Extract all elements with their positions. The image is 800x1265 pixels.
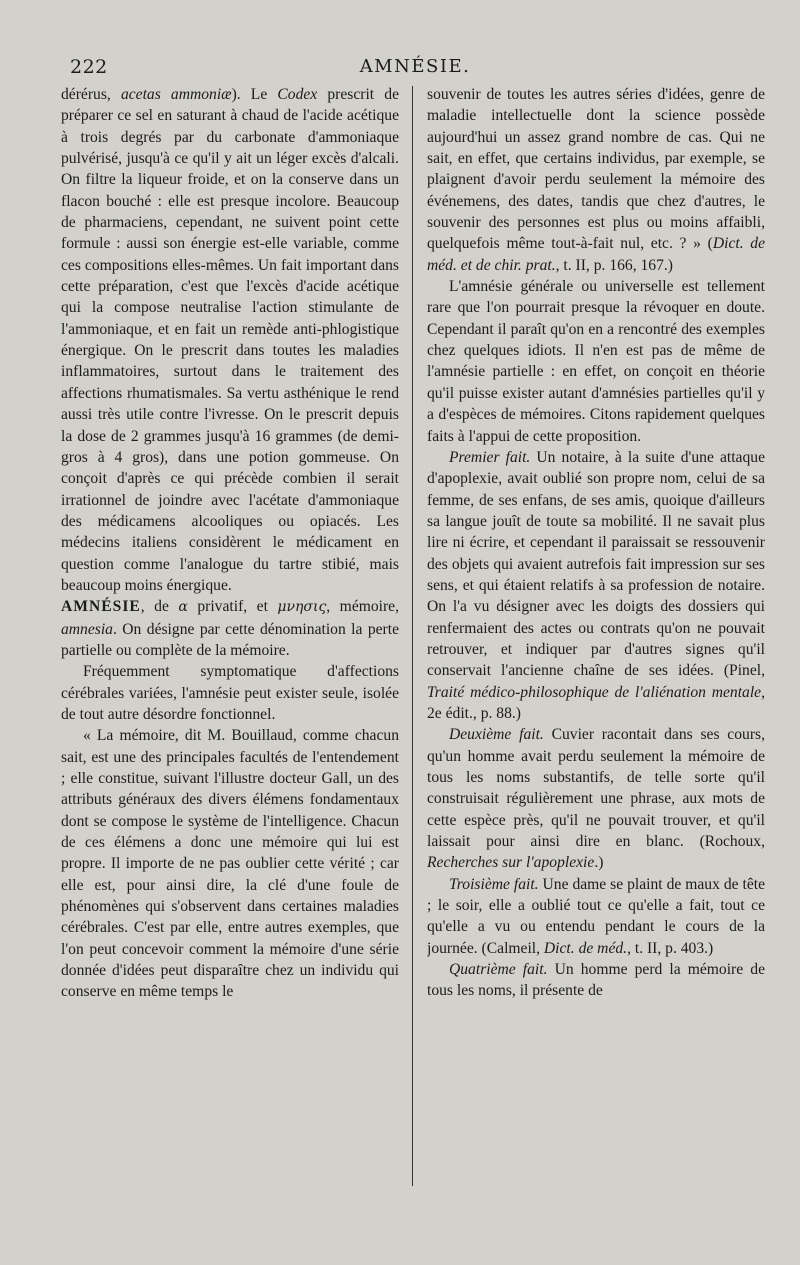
symptomatic-paragraph: Fréquemment symptomatique d'affections cérébrales variées, l'amnésie peut exister seule, isolée de tout autre désordre fonctionnel.	[61, 663, 399, 723]
left-column	[61, 84, 399, 1189]
text-columns	[61, 84, 766, 1189]
page-number: 222	[70, 56, 108, 78]
first-case-paragraph: Premier fait. Un notaire, à la suite d'une attaque d'apoplexie, avait oublié son propre nom, celui de sa femme, de ses enfans, de ses amis, quoique d'ailleurs sa langue jouît de toute sa mobilité. Il ne savait plus lire ni écrire, et cependant il paraissait se ressouvenir des objets qui avaient autrefois fait impression sur ses sens, et qui étaient relatifs à sa profession de notaire. On l'a vu désigner avec les doigts des dossiers qui renfermaient des actes ou contrats qu'on ne pouvait retrouver, et indiquer par d'autres signes qu'il conservait l'ancienne chaîne de ses idées. (Pinel, Traité médico-philosophique de l'aliénation mentale, 2e édit., p. 88.)	[427, 448, 765, 722]
quote-continuation-paragraph: souvenir de toutes les autres séries d'idées, genre de maladie intellectuelle dont la science possède aujourd'hui un assez grand nombre de cas. Qui ne sait, en effet, que certains individus, par exemple, se plaignent d'avoir perdu seulement la mémoire des événemens, des dates, tandis que chez d'autres, le souvenir des personnes est plus ou moins affaibli, quelquefois même tout-à-fait nul, etc. ? » (Dict. de méd. et de chir. prat., t. II, p. 166, 167.)	[427, 86, 765, 274]
column-divider	[412, 86, 413, 1186]
acetate-continuation-paragraph: dérérus, acetas ammoniæ). Le Codex prescrit de préparer ce sel en saturant à chaud de l'acide acétique à trois degrés par du carbonate d'ammoniaque pulvérisé, jusqu'à ce qu'il y ait un léger excès d'alcali. On filtre la liqueur froide, et on la conserve dans un flacon bouché : elle est presque incolore. Beaucoup de pharmaciens, cependant, ne suivent point cette formule : aussi son énergie est-elle variable, comme ces compositions elles-mêmes. Un fait important dans cette préparation, c'est que l'excès d'acide acétique qui la compose neutralise l'action stimulante de l'ammoniaque, et en fait un remède anti-phlogistique énergique. On le prescrit dans toutes les maladies inflammatoires, surtout dans le traitement des affections rhumatismales. Sa vertu asthénique le rend aussi très utile contre l'ivresse. On le prescrit depuis la dose de 2 grammes jusqu'à 16 grammes (de demi-gros à 4 gros), dans une potion gommeuse. On conçoit d'après ce qui précède combien il serait irrationnel de joindre avec l'acétate d'ammoniaque des médicamens alcooliques ou opiacés. Les médecins italiens considèrent le médicament en question comme l'analogue du tartre stibié, mais beaucoup moins énergique.	[61, 86, 399, 594]
amnesie-entry-paragraph: AMNÉSIE, de α privatif, et μνησις, mémoire, amnesia. On désigne par cette dénomination la perte partielle ou complète de la mémoire.	[61, 598, 399, 659]
second-case-paragraph: Deuxième fait. Cuvier racontait dans ses cours, qu'un homme avait perdu seulement la mémoire de tous les noms substantifs, de telle sorte qu'il construisait régulièrement une phrase, aux mots de cette espèce près, qu'il ne pouvait trouver, et qu'il laissait pour ainsi dire en blanc. (Rochoux, Recherches sur l'apoplexie.)	[427, 726, 765, 872]
running-title: AMNÉSIE.	[359, 56, 471, 77]
bouillaud-quote-paragraph: « La mémoire, dit M. Bouillaud, comme chacun sait, est une des principales facultés de l'entendement ; elle constitue, suivant l'illustre docteur Gall, un des attributs généraux des divers élémens fondamentaux dont se compose le système de l'intelligence. Chacun de ces élémens a donc une mémoire qui lui est propre. Il importe de ne pas oublier cette vérité ; car elle est, pour ainsi dire, la clé d'une foule de phénomènes qui s'observent dans certaines maladies cérébrales. C'est par elle, entre autres exemples, que l'on peut concevoir comment la mémoire d'une série donnée d'idées peut disparaître chez un individu qui conserve en même temps le	[61, 727, 399, 1001]
page-header	[70, 56, 760, 86]
right-column	[427, 84, 765, 1189]
headword: AMNÉSIE	[61, 598, 141, 616]
third-case-paragraph: Troisième fait. Une dame se plaint de maux de tête ; le soir, elle a oublié tout ce qu'elle a fait, tout ce qu'elle a vu ou entendu pendant le cours de la journée. (Calmeil, Dict. de méd., t. II, p. 403.)	[427, 875, 765, 957]
general-amnesia-paragraph: L'amnésie générale ou universelle est tellement rare que l'on pourrait presque la révoquer en doute. Cependant il paraît qu'on en a rencontré des exemples chez quelques idiots. Il n'en est pas de même de l'amnésie partielle : en effet, on conçoit en théorie qu'il puisse exister autant d'amnésies partielles qu'il y a d'espèces de mémoires. Citons rapidement quelques faits à l'appui de cette proposition.	[427, 278, 765, 445]
fourth-case-paragraph: Quatrième fait. Un homme perd la mémoire de tous les noms, il présente de	[427, 961, 765, 1000]
